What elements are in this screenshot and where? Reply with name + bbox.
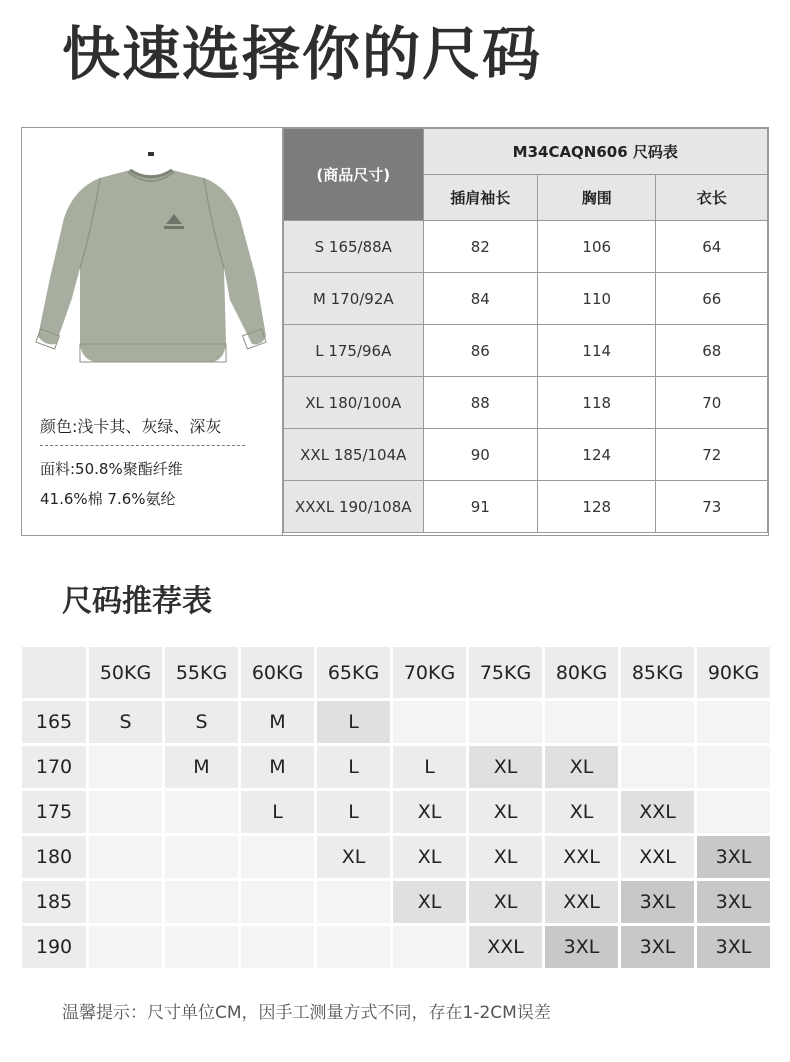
height-label: 170	[22, 746, 86, 788]
size-value: 124	[538, 429, 656, 481]
fabric-line-2: 41.6%棉 7.6%氨纶	[40, 490, 176, 508]
height-label: 165	[22, 701, 86, 743]
size-value: 110	[538, 273, 656, 325]
size-row	[284, 325, 768, 377]
recommend-cell: 3XL	[545, 926, 618, 968]
recommend-cell	[697, 701, 770, 743]
height-label: 185	[22, 881, 86, 923]
recommend-cell: XL	[545, 746, 618, 788]
recommend-cell: M	[241, 746, 314, 788]
recommend-cell	[241, 881, 314, 923]
product-info	[22, 128, 283, 535]
recommend-cell	[89, 926, 162, 968]
recommend-cell	[697, 746, 770, 788]
recommend-cell: XL	[393, 836, 466, 878]
size-value: 114	[538, 325, 656, 377]
recommend-cell: 3XL	[621, 926, 694, 968]
size-value: 90	[423, 429, 537, 481]
weight-header: 90KG	[697, 647, 770, 698]
recommend-cell: XXL	[621, 791, 694, 833]
recommend-cell	[621, 746, 694, 788]
size-value: 91	[423, 481, 537, 533]
recommend-row	[22, 791, 770, 833]
size-table	[283, 128, 768, 533]
recommend-row	[22, 701, 770, 743]
recommend-cell: XL	[469, 836, 542, 878]
recommend-cell: XL	[393, 881, 466, 923]
recommend-cell	[393, 926, 466, 968]
divider	[40, 445, 245, 446]
size-label: XXL 185/104A	[284, 429, 424, 481]
size-row	[284, 377, 768, 429]
color-options: 颜色:浅卡其、灰绿、深灰	[40, 417, 222, 436]
sweatshirt-image	[34, 148, 268, 370]
size-chart-panel	[21, 127, 769, 536]
height-label: 175	[22, 791, 86, 833]
recommend-table	[19, 644, 773, 971]
recommend-cell	[89, 746, 162, 788]
size-value: 68	[656, 325, 768, 377]
recommend-row	[22, 881, 770, 923]
recommend-cell	[469, 701, 542, 743]
page-title: 快速选择你的尺码	[62, 20, 543, 88]
recommend-cell	[241, 836, 314, 878]
weight-header: 55KG	[165, 647, 238, 698]
recommend-cell: 3XL	[697, 926, 770, 968]
weight-header: 80KG	[545, 647, 618, 698]
size-value: 84	[423, 273, 537, 325]
size-label: L 175/96A	[284, 325, 424, 377]
weight-header: 85KG	[621, 647, 694, 698]
recommend-cell	[165, 926, 238, 968]
recommend-cell: XL	[545, 791, 618, 833]
recommend-cell: L	[317, 791, 390, 833]
recommend-cell: L	[317, 746, 390, 788]
recommend-row	[22, 836, 770, 878]
recommend-cell	[317, 926, 390, 968]
size-row	[284, 221, 768, 273]
size-corner-label: (商品尺寸)	[284, 129, 424, 221]
size-label: M 170/92A	[284, 273, 424, 325]
size-value: 106	[538, 221, 656, 273]
recommend-cell: XXL	[621, 836, 694, 878]
size-label: S 165/88A	[284, 221, 424, 273]
size-value: 73	[656, 481, 768, 533]
footnote: 温馨提示：尺寸单位CM，因手工测量方式不同，存在1-2CM误差	[62, 1003, 551, 1023]
recommend-cell	[241, 926, 314, 968]
size-row	[284, 481, 768, 533]
recommend-cell: XL	[469, 746, 542, 788]
recommend-cell: XL	[317, 836, 390, 878]
recommend-cell: S	[89, 701, 162, 743]
size-label: XXXL 190/108A	[284, 481, 424, 533]
recommend-title: 尺码推荐表	[62, 584, 212, 619]
fabric-line-1: 面料:50.8%聚酯纤维	[40, 460, 183, 478]
size-value: 128	[538, 481, 656, 533]
weight-header: 75KG	[469, 647, 542, 698]
recommend-cell	[165, 881, 238, 923]
recommend-cell: L	[317, 701, 390, 743]
recommend-cell: L	[241, 791, 314, 833]
recommend-cell: M	[241, 701, 314, 743]
weight-header: 50KG	[89, 647, 162, 698]
height-label: 190	[22, 926, 86, 968]
recommend-cell	[393, 701, 466, 743]
recommend-cell: XL	[469, 791, 542, 833]
column-header-sleeve: 插肩袖长	[423, 175, 537, 221]
recommend-cell	[165, 836, 238, 878]
recommend-cell: XXL	[545, 881, 618, 923]
recommend-cell	[621, 701, 694, 743]
size-table-title: M34CAQN606 尺码表	[423, 129, 767, 175]
recommend-cell: 3XL	[621, 881, 694, 923]
recommend-row	[22, 926, 770, 968]
recommend-cell	[89, 791, 162, 833]
height-label: 180	[22, 836, 86, 878]
size-value: 72	[656, 429, 768, 481]
column-header-length: 衣长	[656, 175, 768, 221]
size-row	[284, 429, 768, 481]
recommend-cell	[89, 836, 162, 878]
size-value: 64	[656, 221, 768, 273]
column-header-chest: 胸围	[538, 175, 656, 221]
recommend-cell: S	[165, 701, 238, 743]
recommend-cell: XL	[393, 791, 466, 833]
recommend-cell: 3XL	[697, 836, 770, 878]
recommend-cell: XXL	[545, 836, 618, 878]
recommend-cell	[89, 881, 162, 923]
weight-header: 70KG	[393, 647, 466, 698]
recommend-cell	[697, 791, 770, 833]
weight-header: 65KG	[317, 647, 390, 698]
recommend-corner	[22, 647, 86, 698]
recommend-cell: XL	[469, 881, 542, 923]
recommend-cell: XXL	[469, 926, 542, 968]
size-value: 88	[423, 377, 537, 429]
recommend-cell	[317, 881, 390, 923]
recommend-cell	[165, 791, 238, 833]
size-row	[284, 273, 768, 325]
recommend-cell: 3XL	[697, 881, 770, 923]
weight-header: 60KG	[241, 647, 314, 698]
size-value: 86	[423, 325, 537, 377]
recommend-row	[22, 746, 770, 788]
size-value: 82	[423, 221, 537, 273]
recommend-cell: M	[165, 746, 238, 788]
recommend-cell	[545, 701, 618, 743]
size-value: 70	[656, 377, 768, 429]
size-value: 66	[656, 273, 768, 325]
size-label: XL 180/100A	[284, 377, 424, 429]
recommend-cell: L	[393, 746, 466, 788]
size-value: 118	[538, 377, 656, 429]
